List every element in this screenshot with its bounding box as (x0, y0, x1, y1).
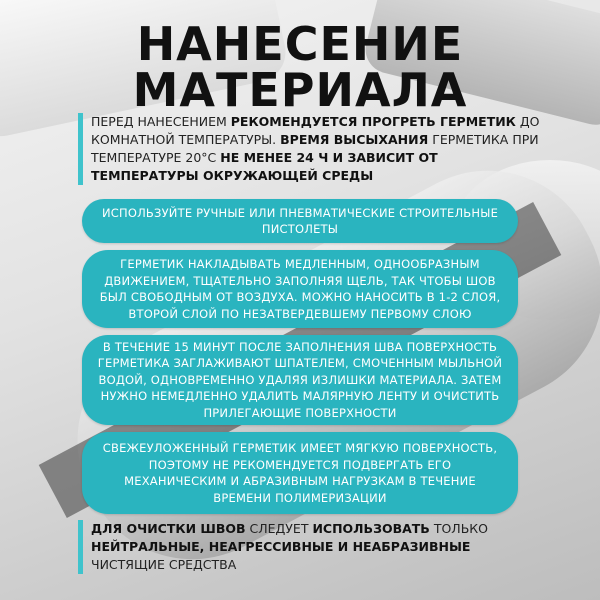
step-pill-4 (82, 432, 518, 514)
step-text: ИСПОЛЬЗУЙТЕ РУЧНЫЕ ИЛИ ПНЕВМАТИЧЕСКИЕ СТРОИТЕЛЬНЫЕ ПИСТОЛЕТЫ (101, 205, 499, 236)
cleaning-note-part: ЧИСТЯЩИЕ СРЕДСТВА (91, 557, 237, 572)
step-pill-1 (82, 199, 518, 243)
intro-text (78, 113, 541, 185)
step-text: ГЕРМЕТИК НАКЛАДЫВАТЬ МЕДЛЕННЫМ, ОДНООБРАЗНЫМ ДВИЖЕНИЕМ, ТЩАТЕЛЬНО ЗАПОЛНЯЯ ЩЕЛЬ, ТАК ЧТОБЫ ШОВ БЫЛ СВОБОДНЫМ ОТ ВОЗДУХА. МОЖНО НАНОСИТЬ В 1-2 СЛОЯ, ВТОРОЙ СЛОЙ ПО НЕЗАТВЕРДЕВШЕМУ ПЕРВОМУ СЛОЮ (99, 257, 501, 321)
page-title-line-1: НАНЕСЕНИЕ (136, 17, 464, 71)
step-pill-2 (82, 250, 518, 328)
step-text: СВЕЖЕУЛОЖЕННЫЙ ГЕРМЕТИК ИМЕЕТ МЯГКУЮ ПОВЕРХНОСТЬ, ПОЭТОМУ НЕ РЕКОМЕНДУЕТСЯ ПОДВЕРГАТЬ ЕГО МЕХАНИЧЕСКИМ И АБРАЗИВНЫМ НАГРУЗКАМ В ТЕЧЕНИЕ ВРЕМЕНИ ПОЛИМЕРИЗАЦИИ (102, 441, 498, 505)
cleaning-note-bold: ДЛЯ ОЧИСТКИ ШВОВ (91, 521, 246, 536)
intro-text-part: ДО КОМНАТНОЙ ТЕМПЕРАТУРЫ. (91, 114, 540, 147)
cleaning-note (78, 520, 541, 574)
intro-text-part: ПЕРЕД НАНЕСЕНИЕМ (91, 114, 231, 129)
intro-text-part: ГЕРМЕТИКА ПРИ ТЕМПЕРАТУРЕ 20°C (91, 132, 539, 165)
intro-text-bold: РЕКОМЕНДУЕТСЯ ПРОГРЕТЬ ГЕРМЕТИК (230, 114, 516, 129)
cleaning-note-part: СЛЕДУЕТ (245, 521, 313, 536)
step-pill-3 (82, 335, 518, 425)
page-title-line-2: МАТЕРИАЛА (132, 63, 468, 117)
intro-text-bold: НЕ МЕНЕЕ 24 Ч И ЗАВИСИТ ОТ ТЕМПЕРАТУРЫ ОКРУЖАЮЩЕЙ СРЕДЫ (91, 150, 438, 183)
cleaning-note-bold: НЕЙТРАЛЬНЫЕ, НЕАГРЕССИВНЫЕ И НЕАБРАЗИВНЫЕ (91, 539, 471, 554)
cleaning-note-part: ТОЛЬКО (429, 521, 488, 536)
cleaning-note-bold: ИСПОЛЬЗОВАТЬ (312, 521, 430, 536)
step-text: В ТЕЧЕНИЕ 15 МИНУТ ПОСЛЕ ЗАПОЛНЕНИЯ ШВА ПОВЕРХНОСТЬ ГЕРМЕТИКА ЗАГЛАЖИВАЮТ ШПАТЕЛЕМ, СМОЧЕННЫМ МЫЛЬНОЙ ВОДОЙ, ОДНОВРЕМЕННО УДАЛЯЯ ИЗЛИШКИ МАТЕРИАЛА. ЗАТЕМ НУЖНО НЕМЕДЛЕННО УДАЛИТЬ МАЛЯРНУЮ ЛЕНТУ И ОЧИСТИТЬ ПРИЛЕГАЮЩИЕ ПОВЕРХНОСТИ (97, 339, 503, 420)
intro-text-bold: ВРЕМЯ ВЫСЫХАНИЯ (280, 132, 429, 147)
